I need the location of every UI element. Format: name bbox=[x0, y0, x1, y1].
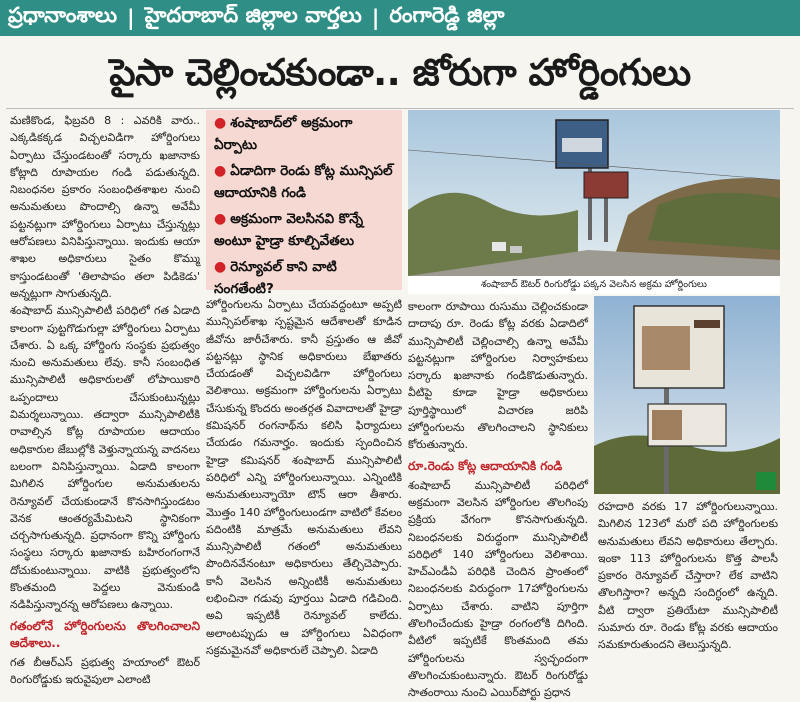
divider bbox=[6, 108, 794, 109]
paragraph: రహదారి వరకు 17 హోర్డింగులున్నాయి. మిగిలిన 123లో మరో పది హోర్డింగులకు అనుమతులు లేవని అధికారులు తేల్చారు. ఇంకా 113 హోర్డింగులను కొత్త పాలసీ ప్రకారం రెన్యూవల్ చేస్తారా? లేక వాటిని తొలగిస్తారా? అన్నది సందిగ్ధంలో ఉన్నది. వీటి ద్వారా ప్రతియేటా మున్సిపాలిటీ సుమారు రూ. రెండు కోట్ల వరకు ఆదాయం సమకూరుతుందని తెలుస్తున్నది. bbox=[598, 500, 778, 652]
highlight-item: ● అక్రమంగా వెలసినవి కొన్నే అంటూ హైడ్రా కూల్చివేతలు bbox=[214, 211, 364, 249]
highlight-item: ● రెన్యూవల్ కాని వాటి సంగతేంటి? bbox=[214, 259, 337, 297]
article-column-3 bbox=[408, 298, 588, 700]
bullet-icon: ● bbox=[214, 163, 227, 179]
bullet-icon: ● bbox=[214, 211, 227, 227]
article-column-4 bbox=[598, 498, 778, 660]
section-label: హైదరాబాద్ జిల్లాల వార్తలు bbox=[144, 3, 362, 27]
headline: పైసా చెల్లించకుండా.. జోరుగా హోర్డింగులు bbox=[109, 51, 691, 94]
section-header-bar bbox=[0, 0, 800, 36]
paragraph: శంషాబాద్ మున్సిపాలిటీ పరిధిలో అక్రమంగా వెలసిన హోర్డింగుల తొలగింపు ప్రక్రియ వేగంగా కొనసాగుతున్నది. నిబంధనలకు విరుద్ధంగా మున్సిపాలిటీ పరిధిలో 140 హోర్డింగులు వెలిశాయి. హెచ్ఎండీఏ పరిధికి చెందిన ప్రాంతంలో నిబంధనలకు విరుద్ధంగా 17హోర్డింగులను ఏర్పాటు చేశారు. వాటిని పూర్తిగా తొలగించేందుకు హైడ్రా రంగంలోకి దిగింది. వీటిలో ఇప్పటికే కొంతమంది తమ హోర్డింగులను స్వచ్ఛందంగా తొలగించుకుంటున్నారు. ఔటర్ రింగురోడ్డు సాతంరాయి నుంచి ఎయిర్‌పోర్టు ప్రధాన bbox=[408, 478, 588, 700]
section-label: రంగారెడ్డి జిల్లా bbox=[389, 3, 505, 27]
subheading: గతంలోనే హోర్డింగులను తొలగించాలని ఆదేశాలు.. bbox=[10, 618, 200, 650]
bullet-icon: ● bbox=[214, 115, 227, 131]
hoarding-photo-illustration bbox=[408, 110, 780, 276]
paragraph: శంషాబాద్ మున్సిపాలిటీ పరిధిలో గత ఏడాది కాలంగా పుట్టగొడుగుల్లా హోర్డింగులు ఏర్పాటు చేశారు. ఏ ఒక్క హోర్డింగు సంస్థకు ప్రభుత్వం నుంచి అనుమతులు లేవు. కానీ సంబంధిత మున్సిపాలిటీ అధికారులతో లోపాయికారి ఒప్పందాలు చేసుకుంటున్నట్లు విమర్శలున్నాయి. తద్వారా మున్సిపాలిటీకి రావాల్సిన కోట్ల రూపాయల ఆదాయం అధికారుల జేబుల్లోకి వెళ్తున్నాయన్న వాదనలు బలంగా వినిపిస్తున్నాయి. ఏడాది కాలంగా మిగిలిన హోర్డింగుల అనుమతులను రెన్యూవల్ చేయకుండానే కొనసాగిస్తుండటం వెనక ఆంతర్యమేమిటని స్థానికంగా చర్చసాగుతున్నది. ప్రధానంగా కొన్ని హోర్డింగు సంస్థలు సర్కారు ఖజానాకు బహిరంగంగానే దోచుకుంటున్నాయి. వాటికి ప్రభుత్వంలోని కొంతమంది పెద్దలు వెనుకుండి నడిపిస్తున్నారన్న ఆరోపణలు ఉన్నాయి. bbox=[10, 304, 200, 612]
paragraph: గత బీఆర్ఎస్ ప్రభుత్వ హయాంలో ఔటర్ రింగురోడ్డుకు ఇరువైపులా ఎలాంటి bbox=[10, 655, 200, 686]
billboard-photo-illustration bbox=[594, 296, 780, 494]
paragraph: మణికొండ, ఫిబ్రవరి 8 : ఎవరికి వారు.. ఎక్కడికక్కడ విచ్చలవిడిగా హోర్డింగులు ఏర్పాటు చేస్తుండటంతో సర్కారు ఖజానాకు కోట్లాది రూపాయల గండి పడుతున్నది. నిబంధనల ప్రకారం సంబంధితశాఖల నుంచి అనుమతులు పొందాల్సి ఉన్నా అవేమీ పట్టనట్లుగా హోర్డింగులు ఏర్పాటు చేస్తున్నట్లు ఆరోపణలు వినిపిస్తున్నాయి. ఇందుకు ఆయా శాఖల అధికారులు సైతం కొమ్ము కాస్తుండటంతో 'తిలాపాపం తలా పిడికెడు' అన్నట్లుగా సాగుతున్నది. bbox=[10, 114, 200, 300]
article-column-2 bbox=[206, 296, 402, 660]
billboard-photo bbox=[594, 296, 780, 494]
bullet-icon: ● bbox=[214, 259, 227, 275]
photo-caption: శంషాబాద్ ఔటర్ రింగురోడ్డు పక్కన వెలసిన అక్రమ హోర్డింగులు bbox=[408, 276, 780, 294]
hoarding-photo bbox=[408, 110, 780, 276]
highlight-item: ● శంషాబాద్‌లో అక్రమంగా ఏర్పాటు bbox=[214, 115, 353, 153]
subheading: రూ.రెండు కోట్ల ఆదాయానికి గండి bbox=[408, 458, 563, 473]
section-label: ప్రధానాంశాలు bbox=[8, 3, 118, 27]
highlights-box bbox=[206, 110, 402, 297]
divider: | bbox=[127, 6, 135, 30]
paragraph: కాలంగా రూపాయి రుసుము చెల్లించకుండా దాదాపు రూ. రెండు కోట్ల వరకు ఏడాదిలో మున్సిపాలిటీ చెల్లించాల్సి ఉన్నా అవేమీ పట్టనట్లుగా హోర్డింగుల నిర్వాహకులు సర్కారు ఖజానాకు గండికొడుతున్నారు. వీటిపై కూడా హైడ్రా అధికారులు పూర్తిస్థాయిలో విచారణ జరిపి హోర్డింగులను తొలగించాలని స్థానికులు కోరుతున్నారు. bbox=[408, 300, 588, 452]
paragraph: హోర్డింగులను ఏర్పాటు చేయవద్దంటూ అప్పటి మున్సిపల్‌శాఖ స్పష్టమైన ఆదేశాలతో కూడిన జీవోను జారీచేశారు. కానీ ప్రస్తుతం ఆ జీవో పట్టనట్లు స్థానిక అధికారులు బేఖాతరు చేయడంతో విచ్చలవిడిగా హోర్డింగులు వెలిశాయి. అక్రమంగా హోర్డింగులను ఏర్పాటు చేసుకున్న కొందరు అంతర్గత వివాదాలతో హైడ్రా కమిషనర్ రంగనాథ్‌ను కలిసి ఫిర్యాదులు చేయడం గమనార్హం. ఇందుకు స్పందించిన హైడ్రా కమిషనర్ శంషాబాద్ మున్సిపాలిటీ పరిధిలో ఎన్ని హోర్డింగులున్నాయి. ఎన్నింటికి అనుమతులున్నాయో టౌన్ ఆరా తీశారు. మొత్తం 140 హోర్డింగులుండగా వాటిలో కేవలం పదింటికి మాత్రమే అనుమతులు లేవని మున్సిపాలిటీ గతంలో అనుమతులు పొందినవేనంటూ అధికారులు తేల్చిచెప్పారు. కానీ వెలసిన అన్నింటికీ అనుమతులు లభించినా గడువు పూర్తయి ఏడాది గడిచింది. అవి ఇప్పటికీ రెన్యూవల్ కాలేదు. అలాంటప్పుడు ఆ హోర్డింగులు ఏవిధంగా సక్రమమైనవో అధికారులే చెప్పాలి. ఏడాది bbox=[206, 298, 402, 657]
article-column-1 bbox=[10, 112, 200, 686]
highlight-item: ● ఏడాదిగా రెండు కోట్ల మున్సిపల్ ఆదాయానికి గండి bbox=[214, 163, 393, 201]
divider: | bbox=[371, 6, 380, 30]
